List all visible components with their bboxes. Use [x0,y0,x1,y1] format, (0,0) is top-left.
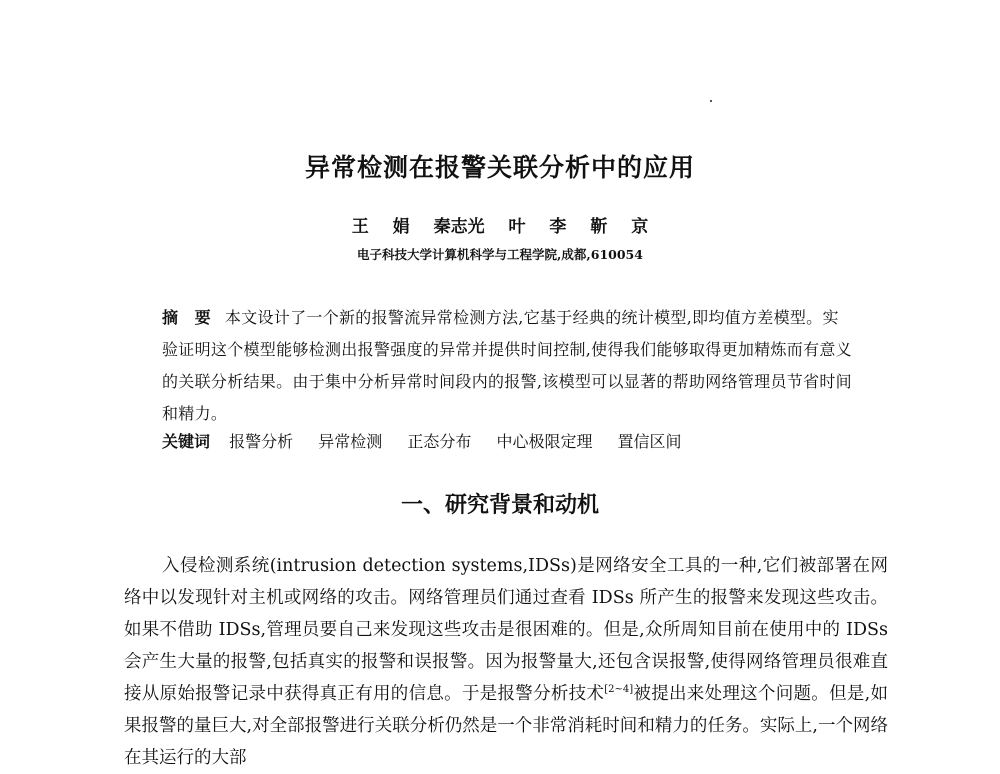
affiliation: 电子科技大学计算机科学与工程学院,成都,610054 [357,247,643,262]
keyword: 报警分析 [229,432,294,451]
keyword: 正态分布 [407,432,472,451]
author-name: 靳 [590,217,608,237]
author-name: 娟 [392,217,410,237]
author-name: 李 [549,217,567,237]
keywords [162,430,852,454]
abstract-label: 摘 要 [162,308,211,327]
author-name: 秦志光 [433,217,485,237]
keyword: 置信区间 [617,432,682,451]
abstract-text: 本文设计了一个新的报警流异常检测方法,它基于经典的统计模型,即均值方差模型。实验证明这个模型能够检测出报警强度的异常并提供时间控制,使得我们能够取得更加精炼而有意义的关联分析结果。由于集中分析异常时间段内的报警,该模型可以显著的帮助网络管理员节省时间和精力。 [162,308,852,423]
abstract [162,302,852,430]
keyword: 中心极限定理 [496,432,593,451]
keyword: 异常检测 [318,432,383,451]
author-name: 京 [631,217,649,237]
keywords-label: 关键词 [162,432,211,451]
citation: [2~4] [604,684,634,695]
author-name: 叶 [508,217,526,237]
author-name: 王 [351,217,369,237]
author-list [0,212,1000,237]
body-paragraph [124,550,888,774]
paper-title: 异常检测在报警关联分析中的应用 [304,153,695,182]
body-text-part: 入侵检测系统(intrusion detection systems,IDSs)是网络安全工具的一种,它们被部署在网络中以发现针对主机或网络的攻击。网络管理员们通过查看 IDSs 所产生的报警来发现这些攻击。如果不借助 IDSs,管理员要自己来发现这些攻击是很困难的。但是,众所周知目前在使用中的 IDSs 会产生大量的报警,包括真实的报警和误报警。因为报警量大,还包含误报警,使得网络管理员很难直接从原始报警记录中获得真正有用的信息。于是报警分析技术 [124,556,888,704]
scan-speck [710,100,712,102]
section-heading: 一、研究背景和动机 [400,493,599,518]
body-text-part: 被提出来处理这个问题。但是,如果报警的量巨大,对全部报警进行关联分析仍然是一个非常消耗时间和精力的任务。实际上,一个网络在其运行的大部 [124,684,888,768]
